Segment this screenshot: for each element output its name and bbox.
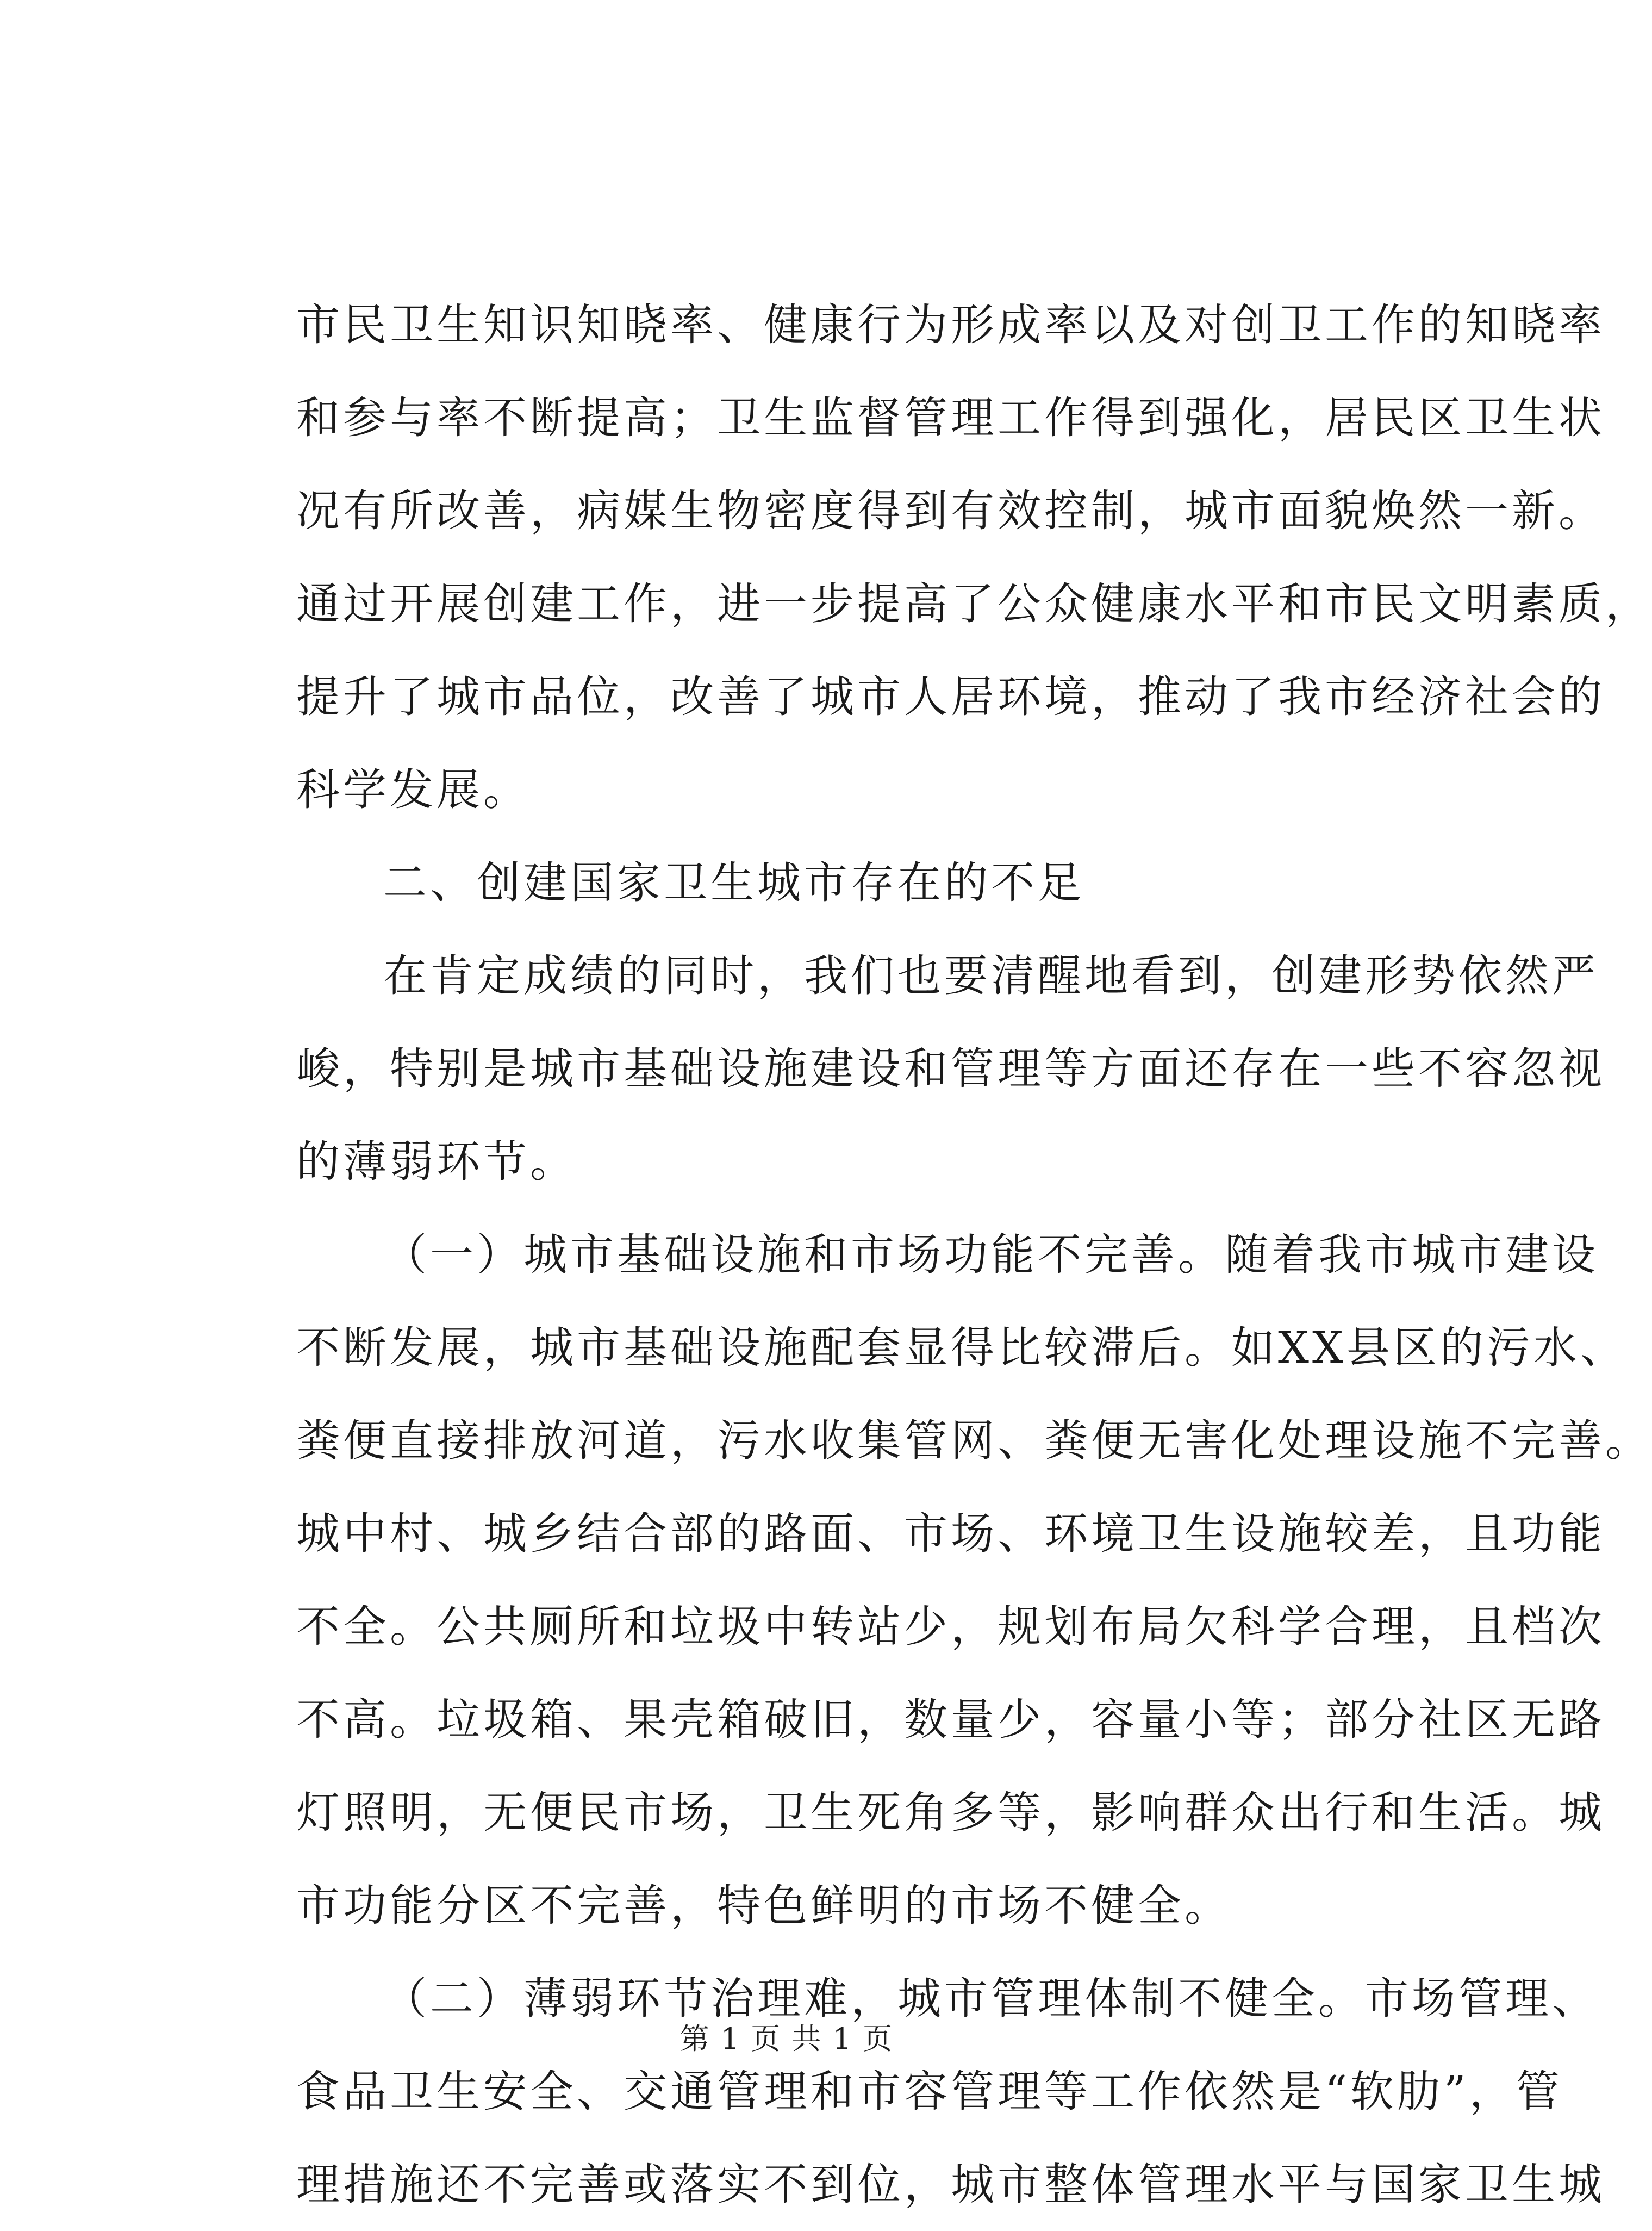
text-line-21: 理措施还不完善或落实不到位，城市整体管理水平与国家卫生城 [296, 2159, 1605, 2210]
text-line-17: 灯照明，无便民市场，卫生死角多等，影响群众出行和生活。城 [296, 1787, 1605, 1838]
text-line-6: 科学发展。 [296, 765, 530, 815]
text-line-3: 况有所改善，病媒生物密度得到有效控制，城市面貌焕然一新。 [296, 486, 1605, 536]
text-line-16: 不高。垃圾箱、果壳箱破旧，数量少，容量小等；部分社区无路 [296, 1694, 1605, 1745]
page-footer: 第 1 页 共 1 页 [679, 2022, 894, 2056]
text-line-5: 提升了城市品位，改善了城市人居环境，推动了我市经济社会的 [296, 672, 1605, 722]
text-line-13: 粪便直接排放河道，污水收集管网、粪便无害化处理设施不完善。 [296, 1415, 1652, 1466]
text-line-10: 的薄弱环节。 [296, 1136, 577, 1187]
text-line-1: 市民卫生知识知晓率、健康行为形成率以及对创卫工作的知晓率 [296, 300, 1605, 350]
text-line-15: 不全。公共厕所和垃圾中转站少，规划布局欠科学合理，且档次 [296, 1601, 1605, 1652]
text-line-12: 不断发展，城市基础设施配套显得比较滞后。如XX县区的污水、 [296, 1322, 1627, 1373]
text-line-14: 城中村、城乡结合部的路面、市场、环境卫生设施较差，且功能 [296, 1508, 1605, 1559]
subsection-2-line: （二）薄弱环节治理难，城市管理体制不健全。市场管理、 [383, 1973, 1599, 2024]
section-heading: 二、创建国家卫生城市存在的不足 [383, 857, 1084, 908]
text-line-18: 市功能分区不完善，特色鲜明的市场不健全。 [296, 1880, 1231, 1931]
text-line-20: 食品卫生安全、交通管理和市容管理等工作依然是“软肋”，管 [296, 2066, 1563, 2117]
text-line-9: 峻，特别是城市基础设施建设和管理等方面还存在一些不容忽视 [296, 1043, 1605, 1094]
text-line-8: 在肯定成绩的同时，我们也要清醒地看到，创建形势依然严 [383, 950, 1599, 1001]
document-body [296, 278, 1652, 2231]
text-line-4: 通过开展创建工作，进一步提高了公众健康水平和市民文明素质， [296, 579, 1652, 629]
subsection-1-line: （一）城市基础设施和市场功能不完善。随着我市城市建设 [383, 1229, 1599, 1280]
text-line-2: 和参与率不断提高；卫生监督管理工作得到强化，居民区卫生状 [296, 393, 1605, 443]
